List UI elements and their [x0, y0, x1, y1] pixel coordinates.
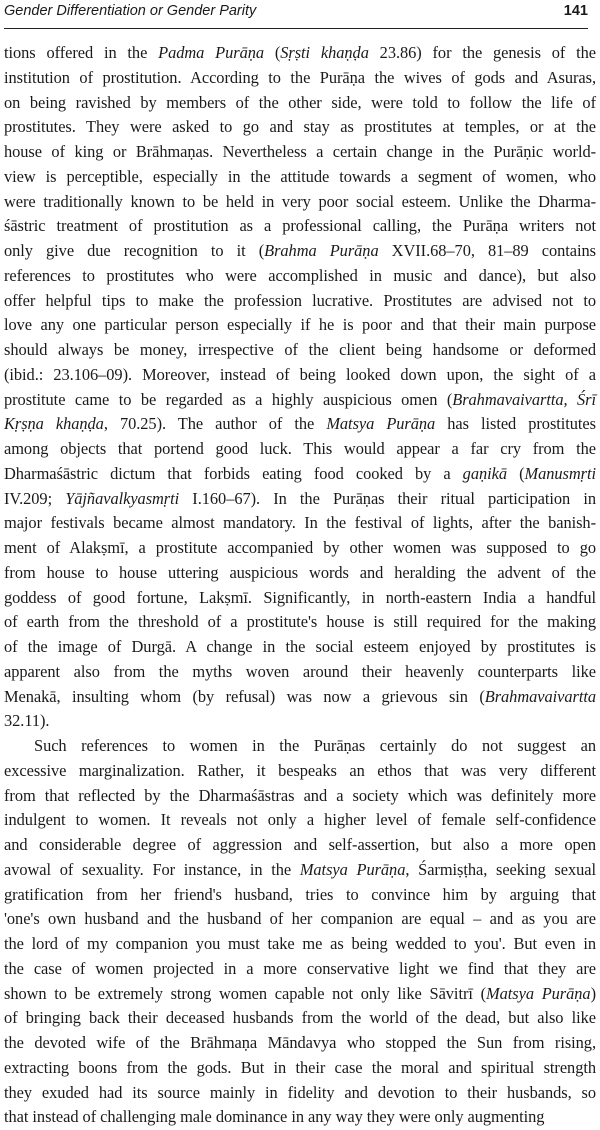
text-line [4, 561, 596, 586]
text-line [4, 313, 596, 338]
text-run: 'one's own husband and the husband of her companion are equal – and as you are [4, 909, 596, 929]
text-line [4, 907, 596, 932]
text-run: major festivals became almost mandatory. In the festival of lights, after the banish- [4, 513, 596, 533]
text-line [4, 412, 596, 437]
text-line [4, 957, 596, 982]
text-run: the devoted wife of the Brāhmaṇa Māndavya who stopped the Sun from rising, [4, 1033, 596, 1052]
text-run: of earth from the threshold of a prostitute's house is still required for the making [4, 612, 596, 632]
text-run: that instead of challenging male dominance in any way they were only augmenting [4, 1107, 545, 1127]
italic-text: Brahmavaivartta [484, 686, 596, 706]
paragraph [4, 734, 596, 1130]
text-run: shown to be extremely strong women capable not only like Sāvitrī ( [4, 983, 487, 1003]
text-line [4, 734, 596, 759]
text-line [4, 388, 596, 413]
text-line [4, 808, 596, 833]
text-line [4, 586, 596, 611]
text-line [4, 883, 596, 908]
text-line [4, 264, 596, 289]
running-title: Gender Differentiation or Gender Parity [4, 3, 257, 19]
text-run: view is perceptible, especially in the attitude towards a segment of women, who [4, 166, 596, 186]
text-run: the case of women projected in a more conservative light we find that they are [4, 958, 596, 978]
italic-text: Manusmṛti [524, 463, 596, 483]
text-line [4, 338, 596, 363]
text-run: , Śarmiṣṭha, seeking sexual [405, 859, 597, 879]
text-run: Menakā, insulting whom (by refusal) was now a grievous sin ( [4, 686, 485, 706]
text-line [4, 685, 596, 710]
italic-text: Sṛṣti khaṇḍa [280, 43, 369, 62]
text-run: ) [590, 983, 596, 1003]
text-run: ment of Alakṣmī, a prostitute accompanied by other women was supposed to go [4, 538, 596, 557]
text-run: they exuded had its source mainly in fidelity and devotion to their husbands, so [4, 1082, 596, 1102]
text-line [4, 1006, 596, 1031]
text-run: house of king or Brāhmaṇas. Nevertheless a certain change in the Purāṇic world- [4, 142, 596, 161]
text-run: , 70.25). The author of the [103, 414, 327, 434]
text-line [4, 41, 596, 66]
text-run: I.160–67). In the Purāṇas their ritual participation in [179, 488, 596, 508]
text-line [4, 115, 596, 140]
text-line [4, 511, 596, 536]
text-run: gratification from her friend's husband, tries to convince him by arguing that [4, 884, 596, 904]
italic-text: Brahma Purāṇa [264, 241, 379, 260]
text-line [4, 635, 596, 660]
text-run: love any one particular person especially if he is poor and that their main purpose [4, 315, 596, 335]
text-run: avowal of sexuality. For instance, in the [4, 859, 300, 879]
text-line [4, 932, 596, 957]
text-run: only give due recognition to it ( [4, 241, 265, 260]
text-line [4, 462, 596, 487]
text-line [4, 239, 596, 264]
text-run: (ibid.: 23.106–09). Moreover, instead of being looked down upon, the sight of a [4, 364, 596, 384]
italic-text: Padma Purāṇa [158, 43, 265, 62]
text-line [4, 982, 596, 1007]
text-run: among objects that portend good luck. This would appear a far cry from the [4, 439, 596, 458]
text-line [4, 487, 596, 512]
text-run: 32.11). [4, 711, 50, 731]
text-line [4, 289, 596, 314]
text-run: indulgent to women. It reveals not only a higher level of female self-confidence [4, 810, 596, 830]
text-run: offer helpful tips to make the profession lucrative. Prostitutes are advised not to [4, 290, 596, 310]
italic-text: Matsya Purāṇa [299, 859, 406, 879]
text-run: excessive marginalization. Rather, it bespeaks an ethos that was very different [4, 760, 596, 780]
text-line [4, 1031, 596, 1056]
text-run: Such references to women in the Purāṇas certainly do not suggest an [34, 736, 596, 755]
text-run: śāstric treatment of prostitution as a professional calling, the Purāṇa writers not [4, 216, 596, 236]
text-line [4, 1056, 596, 1081]
page-number: 141 [563, 3, 588, 19]
text-run: apparent also from the myths woven around their heavenly counterparts like [4, 661, 596, 681]
text-line [4, 833, 596, 858]
text-run: ( [264, 43, 281, 62]
italic-text: Matsya Purāṇa [486, 983, 591, 1003]
text-run: Dharmaśāstric dictum that forbids eating food cooked by a [4, 463, 463, 483]
text-line [4, 709, 596, 734]
text-run: should always be money, irrespective of the client being handsome or deformed [4, 340, 596, 359]
text-line [4, 610, 596, 635]
text-line [4, 91, 596, 116]
text-run: from house to house uttering auspicious words and heralding the advent of the [4, 562, 596, 582]
italic-text: Kṛṣṇa khaṇḍa [4, 414, 104, 434]
text-run: prostitutes. They were asked to go and stay as prostitutes at temples, or at the [4, 117, 596, 137]
text-run: ( [506, 463, 525, 483]
text-run: of bringing back their deceased husbands from the world of the dead, but also like [4, 1008, 596, 1028]
paragraph [4, 41, 596, 734]
running-head [4, 0, 588, 29]
text-line [4, 858, 596, 883]
text-line [4, 214, 596, 239]
text-line [4, 437, 596, 462]
text-run: from that reflected by the Dharmaśāstras and a society which was definitely more [4, 785, 596, 805]
text-run: extracting boons from the gods. But in their case the moral and spiritual strength [4, 1057, 596, 1077]
text-run: goddess of good fortune, Lakṣmī. Significantly, in north-eastern India a handful [4, 587, 596, 607]
text-line [4, 140, 596, 165]
text-run: 23.86) for the genesis of the [368, 43, 596, 62]
text-run: and considerable degree of aggression and self-assertion, but also a more open [4, 835, 596, 854]
italic-text: Yājñavalkyasmṛti [65, 488, 180, 508]
text-run: tions offered in the [4, 43, 159, 62]
italic-text: Brahmavaivartta, Śrī [452, 389, 596, 409]
text-line [4, 759, 596, 784]
text-line [4, 784, 596, 809]
text-run: references to prostitutes who were accomplished in music and dance), but also [4, 265, 596, 285]
text-run: IV.209; [4, 488, 66, 508]
text-run: institution of prostitution. According to the Purāṇa the wives of gods and Asuras, [4, 67, 596, 87]
text-line [4, 165, 596, 190]
italic-text: gaṇikā [462, 463, 507, 483]
text-line [4, 190, 596, 215]
text-line [4, 536, 596, 561]
text-run: the lord of my companion you must take me as being wedded to you'. But even in [4, 934, 596, 953]
text-line [4, 363, 596, 388]
body-text [4, 41, 596, 1130]
italic-text: Matsya Purāṇa [326, 414, 436, 434]
text-run: were traditionally known to be held in very poor social esteem. Unlike the Dharma- [4, 191, 596, 211]
text-run: XVII.68–70, 81–89 contains [378, 241, 596, 260]
text-run: of the image of Durgā. A change in the social esteem enjoyed by prostitutes is [4, 637, 596, 656]
text-line [4, 1081, 596, 1106]
text-run: prostitute came to be regarded as a highly auspicious omen ( [4, 389, 453, 409]
text-run: has listed prostitutes [435, 414, 596, 434]
text-line [4, 1105, 596, 1130]
text-run: on being ravished by members of the other side, were told to follow the life of [4, 92, 596, 112]
text-line [4, 66, 596, 91]
text-line [4, 660, 596, 685]
